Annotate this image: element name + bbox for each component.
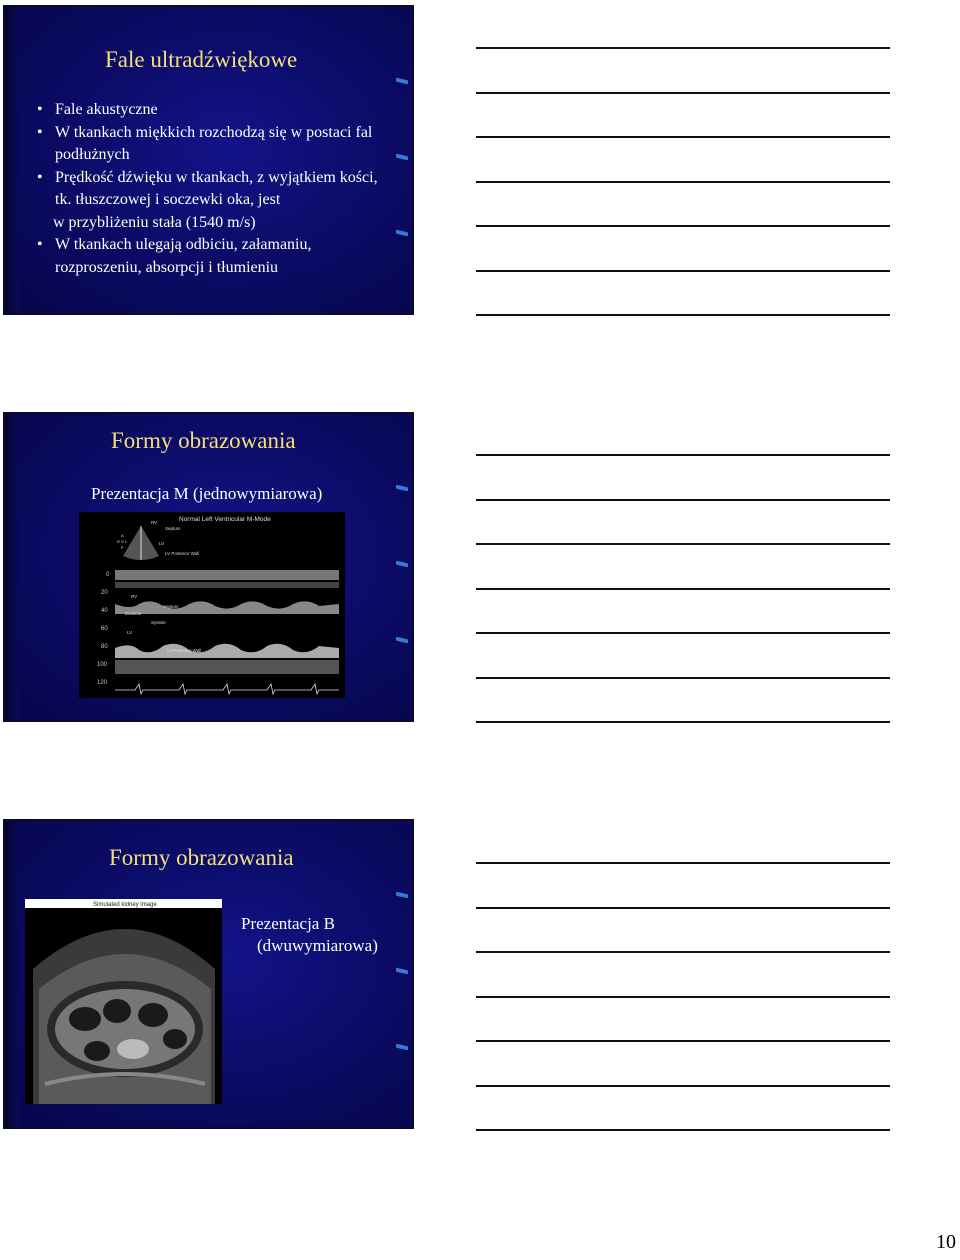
svg-text:R S L: R S L — [117, 539, 128, 544]
slide-decoration — [396, 968, 408, 975]
m-mode-echo-image — [79, 512, 345, 698]
bullet-continuation: w przybliżeniu stała (1540 m/s) — [53, 213, 256, 231]
slide-title: Formy obrazowania — [111, 428, 296, 453]
slide-title: Fale ultradźwiękowe — [105, 47, 298, 72]
svg-text:Systole: Systole — [151, 620, 166, 625]
svg-text:P: P — [121, 545, 124, 550]
bullet-item: • W tkankach ulegają odbiciu, załamaniu, rozproszeniu, absorpcji i tłumieniu — [27, 234, 387, 279]
image-caption: Normal Left Ventricular M-Mode — [179, 516, 271, 523]
bullet-item: • Prędkość dźwięku w tkankach, z wyjątkiem kości, tk. tłuszczowej i soczewki oka, jest — [27, 167, 387, 212]
notes-lines — [476, 47, 890, 359]
slide-2 — [3, 412, 414, 722]
page-number: 10 — [936, 1231, 956, 1253]
slide-decoration — [396, 1044, 408, 1051]
bullet-list — [27, 99, 387, 279]
slide-subtitle: Prezentacja B — [241, 914, 335, 933]
slide-decoration — [396, 230, 408, 237]
bullet-item: • Fale akustyczne — [27, 99, 387, 122]
svg-text:0: 0 — [106, 572, 110, 578]
bullet-item: • W tkankach miękkich rozchodzą się w postaci fal podłużnych — [27, 122, 387, 167]
svg-text:LV Posterior Wall: LV Posterior Wall — [165, 551, 200, 556]
image-caption: Simulated kidney image — [93, 902, 157, 908]
slide-decoration — [396, 561, 408, 568]
svg-text:RV: RV — [151, 520, 158, 525]
slide-decoration — [396, 892, 408, 899]
kidney-ultrasound-image — [25, 899, 222, 1104]
slide-decoration — [396, 637, 408, 644]
svg-text:Diastole: Diastole — [125, 611, 142, 616]
slide-subtitle: Prezentacja M (jednowymiarowa) — [91, 484, 323, 503]
slide-decoration — [396, 78, 408, 85]
svg-text:40: 40 — [101, 608, 108, 614]
slide-1 — [3, 5, 414, 315]
svg-text:120: 120 — [97, 680, 108, 686]
svg-text:LV Posterior Wall: LV Posterior Wall — [167, 648, 202, 653]
svg-text:A: A — [121, 533, 124, 538]
svg-text:20: 20 — [101, 590, 108, 596]
slide-3 — [3, 819, 414, 1129]
slide-subtitle-continuation: (dwuwymiarowa) — [257, 936, 378, 955]
notes-lines — [476, 862, 890, 1174]
notes-lines — [476, 454, 890, 766]
svg-text:LV: LV — [159, 541, 165, 546]
slide-decoration — [396, 154, 408, 161]
svg-text:LV: LV — [127, 630, 133, 635]
svg-text:80: 80 — [101, 644, 108, 650]
slide-title: Formy obrazowania — [109, 845, 294, 870]
svg-text:RV: RV — [131, 594, 138, 599]
svg-text:Septum: Septum — [165, 526, 181, 531]
svg-text:100: 100 — [97, 662, 108, 668]
slide-decoration — [396, 485, 408, 492]
svg-text:Septum: Septum — [163, 604, 179, 609]
svg-text:60: 60 — [101, 626, 108, 632]
